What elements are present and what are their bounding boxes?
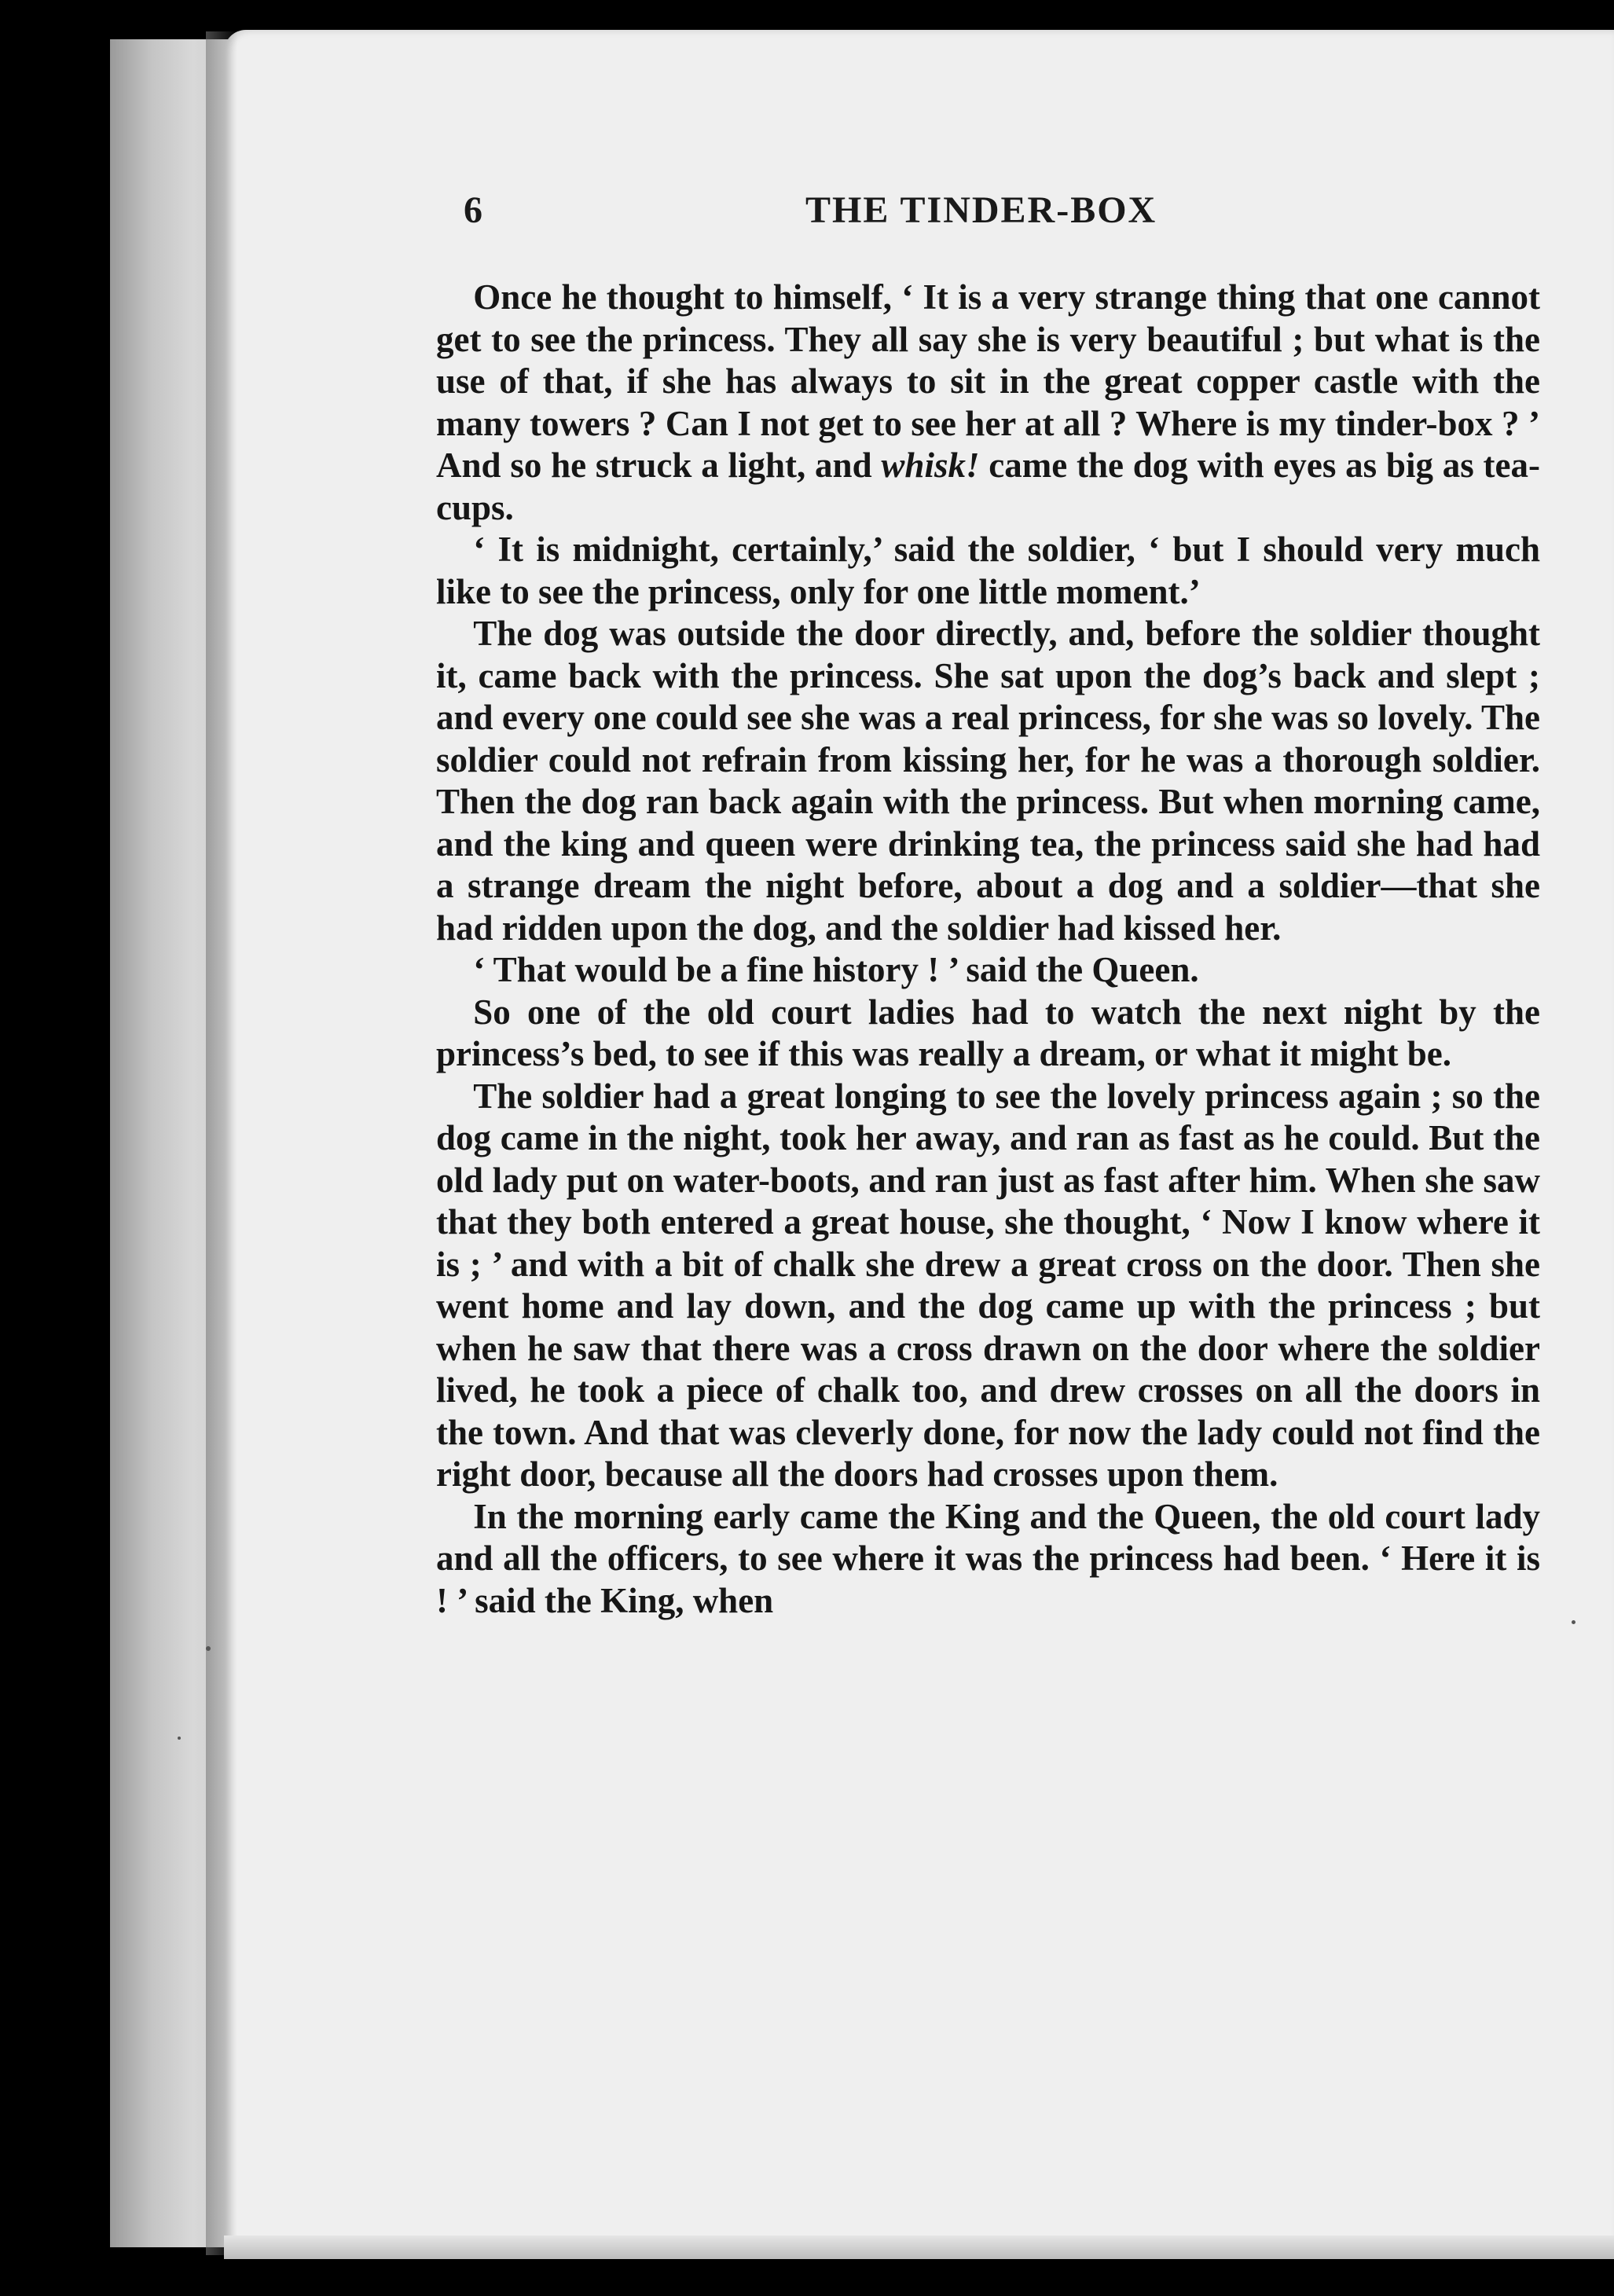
paragraph	[436, 949, 1540, 992]
gutter-shadow	[206, 31, 237, 2255]
paragraph	[436, 529, 1540, 613]
page-number: 6	[464, 189, 483, 231]
text-run: ‘ It is midnight, certainly,’ said the soldier, ‘ but I should very much like to see the princess, only for one little moment.’	[436, 530, 1540, 611]
body-text	[436, 277, 1540, 1622]
text-run: The soldier had a great longing to see the lovely princess again ; so the dog came in the night, took her away, and ran as fast as he could. But the old lady put on water-boots, and ran just as fast after him. When she saw that they both entered a great house, she thought, ‘ Now I know where it is ; ’ and with a bit of chalk she drew a great cross on the door. Then she went home and lay down, and the dog came up with the princess ; but when he saw that there was a cross drawn on the door where the soldier lived, he took a piece of chalk too, and drew crosses on all the doors in the town. And that was cleverly done, for now the lady could not find the right door, because all the doors had crosses upon them.	[436, 1076, 1540, 1494]
paragraph	[436, 992, 1540, 1076]
scan-speck	[1572, 1620, 1575, 1624]
paragraph	[436, 1496, 1540, 1623]
text-run: The dog was outside the door directly, and, before the soldier thought it, came back with the princess. She sat upon the dog’s back and slept ; and every one could see she was a real princess, for she was so lovely. The soldier could not refrain from kissing her, for he was a thorough soldier. Then the dog ran back again with the princess. But when morning came, and the king and queen were drinking tea, the princess said she had had a strange dream the night before, about a dog and a soldier—that she had ridden upon the dog, and the soldier had kissed her.	[436, 614, 1540, 948]
running-head	[464, 189, 1548, 251]
text-run: ‘ That would be a fine history ! ’ said the Queen.	[473, 950, 1199, 989]
text-run: In the morning early came the King and the Queen, the old court lady and all the officers, to see where it was the princess had been. ‘ Here it is ! ’ said the King, when	[436, 1496, 1540, 1620]
paragraph	[436, 277, 1540, 529]
text-run: came the dog with eyes as big as tea-cups.	[436, 446, 1540, 527]
scan-speck	[206, 1646, 211, 1651]
paragraph	[436, 1076, 1540, 1496]
text-run: Once he thought to himself, ‘ It is a very strange thing that one cannot get to see the princess. They all say she is very beautiful ; but what is the use of that, if she has always to sit in the great copper castle with the many towers ? Can I not get to see her at all ? Where is my tinder-box ? ’ And so he struck a light, and	[436, 277, 1540, 485]
italic-text-run: whisk!	[881, 446, 980, 485]
paragraph	[436, 613, 1540, 949]
page-bottom-edge	[224, 2235, 1614, 2259]
book-title: THE TINDER-BOX	[805, 189, 1157, 231]
text-run: So one of the old court ladies had to watch the next night by the princess’s bed, to see if this was really a dream, or what it might be.	[436, 992, 1540, 1073]
scan-speck	[178, 1737, 181, 1740]
